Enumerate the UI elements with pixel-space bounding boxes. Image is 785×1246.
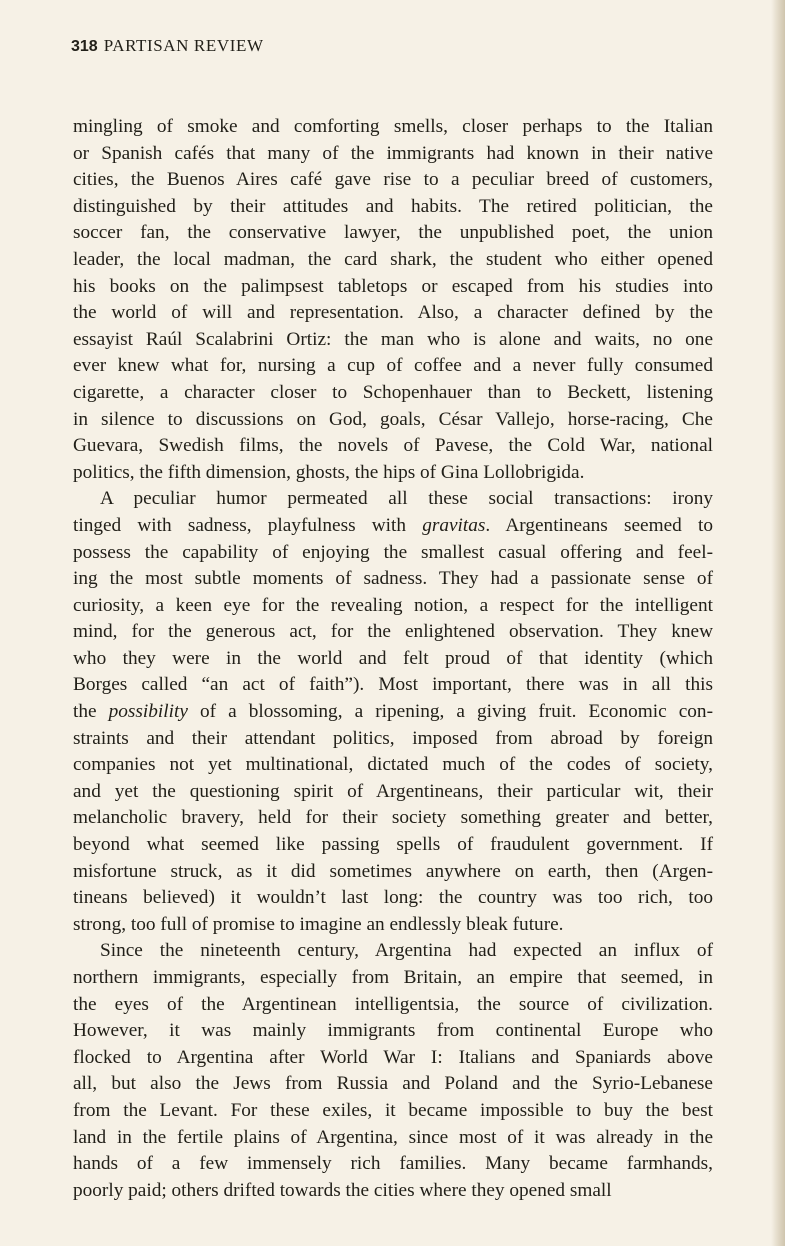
text-line — [73, 114, 713, 141]
line-text: land in the fertile plains of Argentina, since most of it was already in the — [73, 1126, 713, 1148]
line-text: distinguished by their attitudes and habits. The retired politician, the — [73, 195, 713, 217]
line-text: leader, the local madman, the card shark, the student who either opened — [73, 248, 713, 270]
line-text: his books on the palimpsest tabletops or escaped from his studies into — [73, 275, 713, 297]
text-line — [73, 540, 713, 567]
text-line — [73, 274, 713, 301]
line-text: curiosity, a keen eye for the revealing notion, a respect for the intelligent — [73, 594, 713, 616]
line-text: cities, the Buenos Aires café gave rise to a peculiar breed of customers, — [73, 169, 713, 191]
line-text: or Spanish cafés that many of the immigrants had known in their native — [73, 142, 713, 164]
text-line — [73, 992, 713, 1019]
journal-title: PARTISAN REVIEW — [103, 36, 264, 55]
line-text: Since the nineteenth century, Argentina had expected an influx of — [100, 940, 713, 962]
line-text-after: of a blossoming, a ripening, a giving fruit. Economic con- — [187, 701, 713, 723]
line-text: Borges called “an act of faith”). Most important, there was in all this — [73, 674, 713, 696]
text-line — [73, 646, 713, 673]
text-line — [73, 726, 713, 753]
page-number: 318 — [71, 38, 98, 55]
line-text: mind, for the generous act, for the enlightened observation. They knew — [73, 621, 713, 643]
line-text: ing the most subtle moments of sadness. They had a passionate sense of — [73, 568, 713, 590]
italic-text: possibility — [108, 701, 188, 723]
body-text — [73, 114, 713, 1204]
text-line — [73, 619, 713, 646]
text-line — [73, 353, 713, 380]
text-line — [73, 912, 713, 939]
line-text: and yet the questioning spirit of Argentineans, their particular wit, their — [73, 780, 713, 802]
text-line — [73, 1071, 713, 1098]
text-line — [73, 779, 713, 806]
line-text: flocked to Argentina after World War I: Italians and Spaniards above — [73, 1046, 713, 1068]
line-text: straints and their attendant politics, imposed from abroad by foreign — [73, 727, 713, 749]
text-line — [73, 1045, 713, 1072]
text-line — [73, 859, 713, 886]
line-text: poorly paid; others drifted towards the cities where they opened small — [73, 1179, 612, 1201]
text-line — [73, 167, 713, 194]
line-text: mingling of smoke and comforting smells, closer perhaps to the Italian — [73, 116, 713, 137]
text-line — [73, 220, 713, 247]
text-line — [73, 247, 713, 274]
text-line — [73, 380, 713, 407]
line-text: soccer fan, the conservative lawyer, the unpublished poet, the union — [73, 222, 713, 244]
text-line — [73, 300, 713, 327]
paragraph — [73, 486, 713, 938]
text-line — [73, 141, 713, 168]
line-text: However, it was mainly immigrants from continental Europe who — [73, 1020, 713, 1042]
paragraph — [73, 114, 713, 486]
line-text: strong, too full of promise to imagine an endlessly bleak future. — [73, 913, 564, 935]
text-line — [73, 194, 713, 221]
text-line — [73, 938, 713, 965]
text-line — [73, 433, 713, 460]
text-line — [73, 486, 713, 513]
text-line — [73, 752, 713, 779]
text-line — [73, 513, 713, 540]
italic-text: gravitas — [422, 514, 486, 536]
line-text: ever knew what for, nursing a cup of coffee and a never fully consumed — [73, 355, 713, 377]
text-line — [73, 699, 713, 726]
line-text: northern immigrants, especially from Britain, an empire that seemed, in — [73, 967, 713, 988]
line-text-after: . Argentineans seemed to — [485, 514, 713, 536]
line-text: hands of a few immensely rich families. Many became farmhands, — [73, 1153, 713, 1175]
running-head — [71, 36, 264, 56]
line-text: from the Levant. For these exiles, it became impossible to buy the best — [73, 1099, 713, 1121]
text-line — [73, 805, 713, 832]
line-text: melancholic bravery, held for their society something greater and better, — [73, 807, 713, 829]
line-text: beyond what seemed like passing spells of fraudulent government. If — [73, 834, 713, 856]
line-text: tineans believed) it wouldn’t last long: the country was too rich, too — [73, 887, 713, 909]
text-line — [73, 327, 713, 354]
line-text: the eyes of the Argentinean intelligentsia, the source of civilization. — [73, 993, 713, 1015]
line-text: A peculiar humor permeated all these social transactions: irony — [100, 488, 713, 510]
line-text: who they were in the world and felt proud of that identity (which — [73, 647, 713, 669]
text-line — [73, 832, 713, 859]
line-text: tinged with sadness, playfulness with — [73, 514, 423, 536]
text-line — [73, 1125, 713, 1152]
line-text: misfortune struck, as it did sometimes anywhere on earth, then (Argen- — [73, 860, 713, 882]
page-edge-shadow — [771, 0, 785, 1246]
line-text: essayist Raúl Scalabrini Ortiz: the man who is alone and waits, no one — [73, 328, 713, 350]
text-line — [73, 460, 713, 487]
line-text: politics, the fifth dimension, ghosts, the hips of Gina Lollobrigida. — [73, 461, 585, 483]
text-line — [73, 885, 713, 912]
text-line — [73, 566, 713, 593]
text-line — [73, 1018, 713, 1045]
text-line — [73, 1151, 713, 1178]
text-line — [73, 965, 713, 992]
line-text: Guevara, Swedish films, the novels of Pavese, the Cold War, national — [73, 435, 713, 457]
text-line — [73, 407, 713, 434]
text-line — [73, 1178, 713, 1205]
line-text: all, but also the Jews from Russia and Poland and the Syrio-Lebanese — [73, 1073, 713, 1095]
line-text: possess the capability of enjoying the smallest casual offering and feel- — [73, 541, 713, 563]
text-line — [73, 1098, 713, 1125]
line-text: the world of will and representation. Also, a character defined by the — [73, 302, 713, 324]
text-line — [73, 593, 713, 620]
line-text: companies not yet multinational, dictated much of the codes of society, — [73, 754, 713, 776]
line-text: in silence to discussions on God, goals, César Vallejo, horse-racing, Che — [73, 408, 713, 430]
paragraph — [73, 938, 713, 1204]
line-text: cigarette, a character closer to Schopenhauer than to Beckett, listening — [73, 381, 713, 403]
line-text: the — [73, 701, 109, 723]
text-line — [73, 672, 713, 699]
